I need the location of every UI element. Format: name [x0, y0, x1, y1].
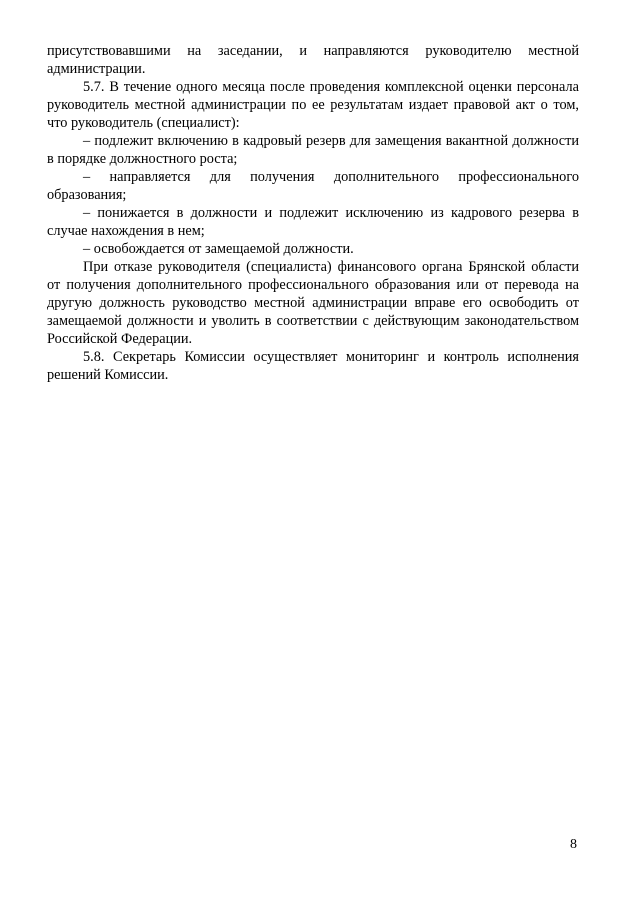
paragraph-5-8: 5.8. Секретарь Комиссии осуществляет мониторинг и контроль исполнения решений Комиссии. — [47, 349, 579, 383]
page-number: 8 — [570, 837, 577, 852]
paragraph-continuation: присутствовавшими на заседании, и направляются руководителю местной администрации. — [47, 43, 579, 77]
paragraph-5-7: 5.7. В течение одного месяца после проведения комплексной оценки персонала руководитель местной администрации по ее результатам издает правовой акт о том, что руководитель (специалист): — [47, 79, 579, 131]
list-item-dismissal: – освобождается от замещаемой должности. — [83, 241, 354, 257]
list-item-education: – направляется для получения дополнительного профессионального образования; — [47, 169, 579, 203]
document-body — [47, 42, 579, 384]
list-item-demotion: – понижается в должности и подлежит исключению из кадрового резерва в случае нахождения в нем; — [47, 205, 579, 239]
paragraph-refusal: При отказе руководителя (специалиста) финансового органа Брянской области от получения дополнительного профессионального образования или от перевода на другую должность руководство местной администрации вправе его освободить от замещаемой должности и уволить в соответствии с действующим законодательством Российской Федерации. — [47, 259, 579, 347]
list-item-reserve: – подлежит включению в кадровый резерв для замещения вакантной должности в порядке должностного роста; — [47, 133, 579, 167]
